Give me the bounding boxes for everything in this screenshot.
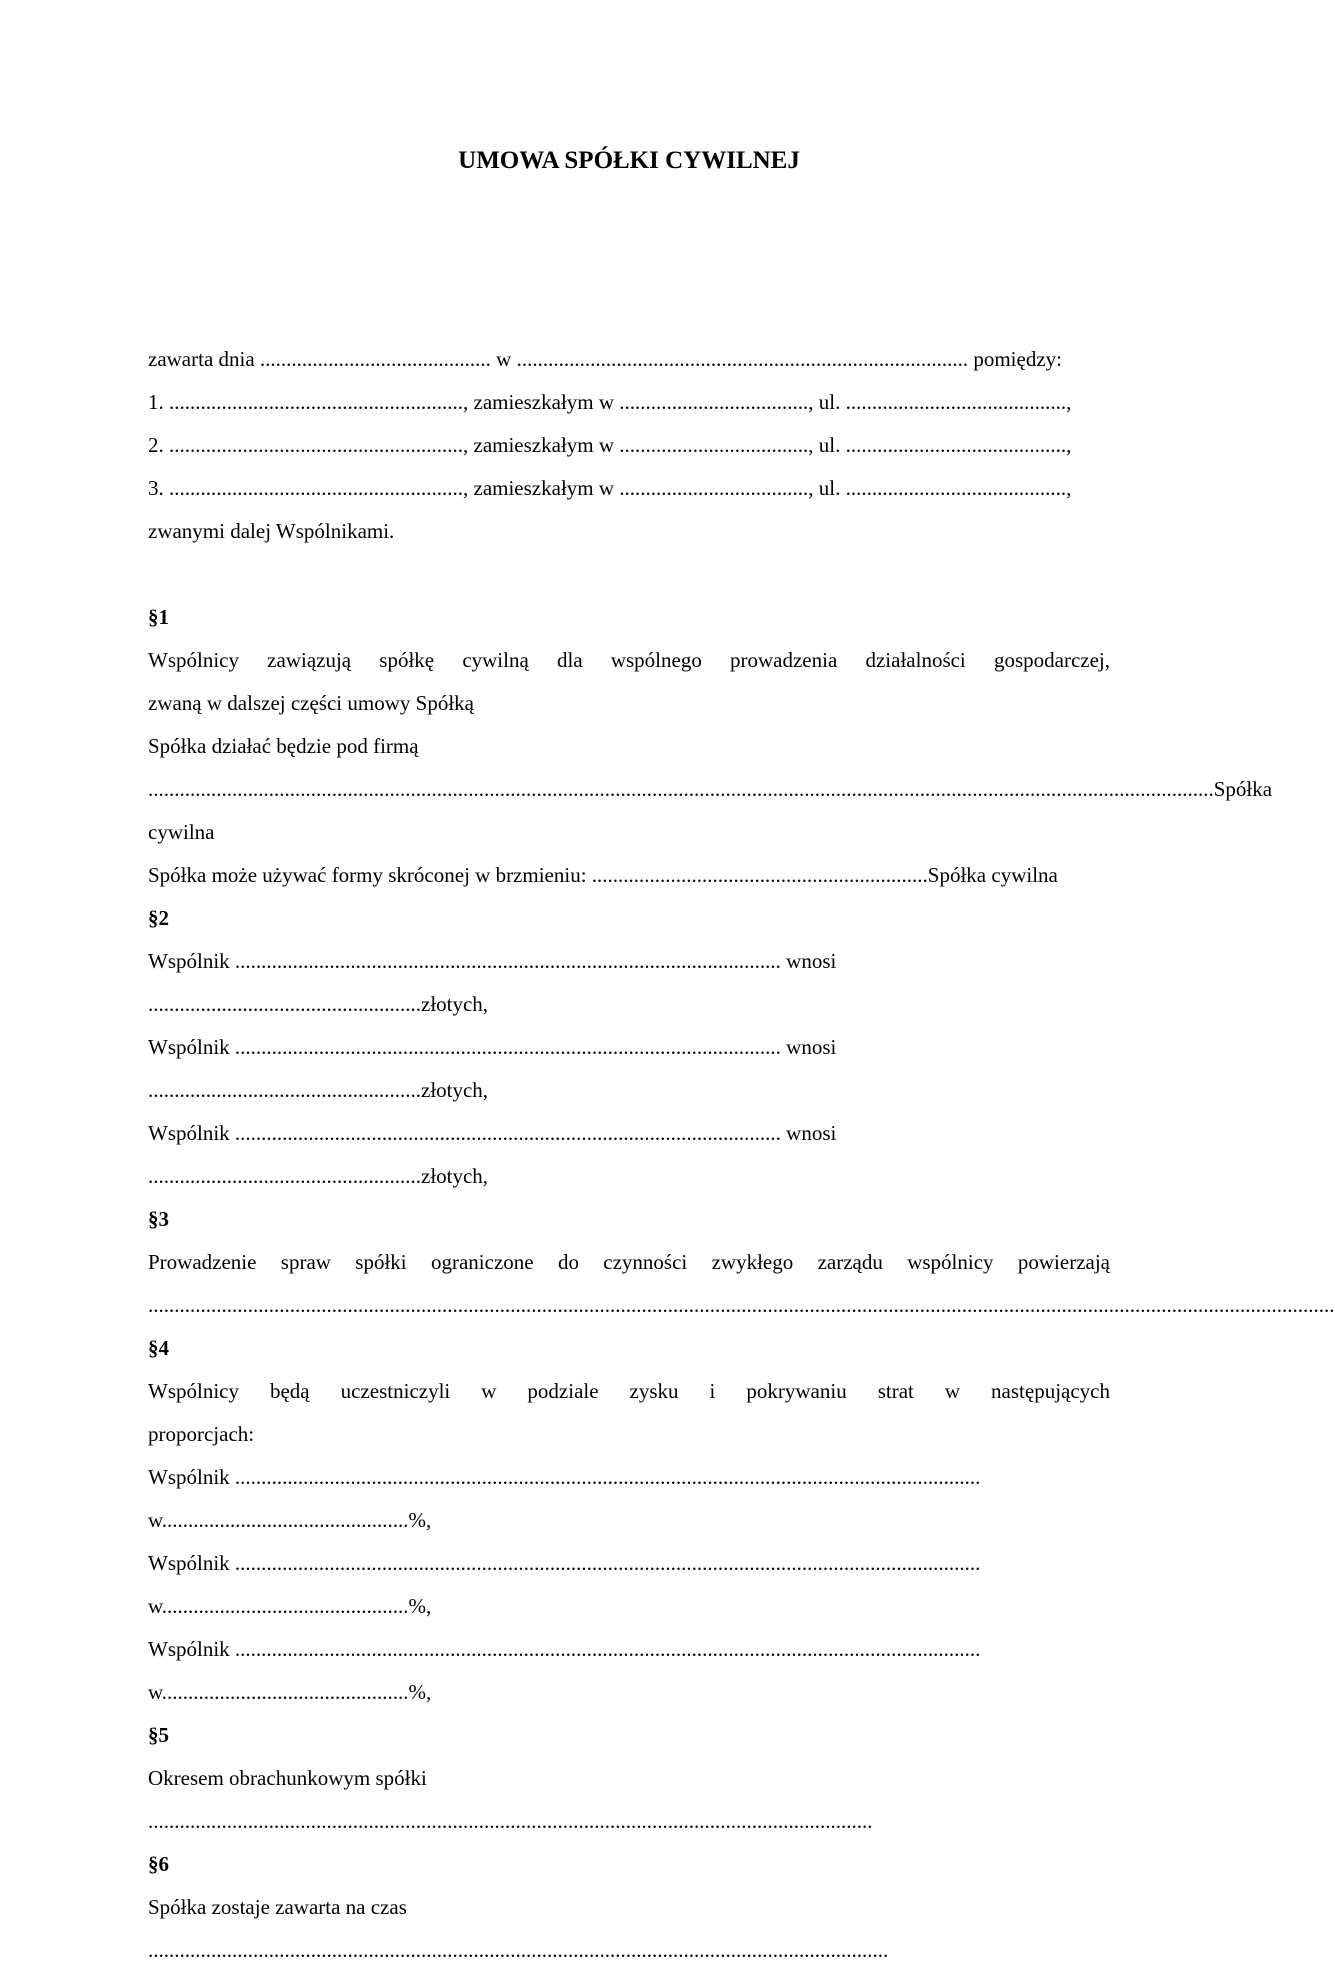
section-3: [148, 1198, 1335, 1327]
section-2-partner-line-2: Wspólnik ........................................................................................................ wnosi ....................................................złotych,: [148, 1035, 837, 1102]
section-4-partner-line-1: Wspólnik .............................................................................................................................................. w...............................................%,: [148, 1465, 981, 1532]
document-title: UMOWA SPÓŁKI CYWILNEJ: [458, 147, 800, 174]
preamble-closing-line: zwanymi dalej Wspólnikami.: [148, 519, 395, 543]
section-3-line-1: Prowadzenie spraw spółki ograniczone do czynności zwykłego zarządu wspólnicy powierzają: [148, 1250, 1110, 1274]
preamble: [148, 338, 1110, 553]
section-2: [148, 897, 1110, 1198]
section-4: [148, 1327, 1110, 1714]
section-4-partner-line-2: Wspólnik .............................................................................................................................................. w...............................................%,: [148, 1551, 981, 1618]
section-2-partner-line-1: Wspólnik ........................................................................................................ wnosi ....................................................złotych,: [148, 949, 837, 1016]
document-content: [148, 0, 1335, 1972]
party-line-3: 3. ........................................................, zamieszkałym w ...................................., ul. ..........................................,: [148, 476, 1072, 500]
section-1-line-5: Spółka może używać formy skróconej w brzmieniu: ................................................................Spółka cywilna: [148, 863, 1058, 887]
spacer: [148, 553, 1110, 596]
section-6-header: §6: [148, 1852, 169, 1876]
party-line-1: 1. ........................................................, zamieszkałym w ...................................., ul. ..........................................,: [148, 390, 1072, 414]
section-1-header: §1: [148, 605, 169, 629]
section-5: [148, 1714, 1110, 1843]
section-1-line-1: Wspólnicy zawiązują spółkę cywilną dla wspólnego prowadzenia działalności gospodarczej,: [148, 648, 1110, 672]
section-1-line-4: ...........................................................................................................................................................................................................Spółka cywilna: [148, 777, 1273, 844]
section-2-partner-line-3: Wspólnik ........................................................................................................ wnosi ....................................................złotych,: [148, 1121, 837, 1188]
section-5-line-1: Okresem obrachunkowym spółki ..........................................................................................................................................: [148, 1766, 873, 1833]
section-6-line-1: Spółka zostaje zawarta na czas .............................................................................................................................................: [148, 1895, 889, 1962]
preamble-opening-line: zawarta dnia ............................................ w ...................................................................................... pomiędzy:: [148, 347, 1062, 371]
section-5-header: §5: [148, 1723, 169, 1747]
section-3-header: §3: [148, 1207, 169, 1231]
section-4-line-1: Wspólnicy będą uczestniczyli w podziale zysku i pokrywaniu strat w następujących: [148, 1379, 1110, 1403]
section-2-header: §2: [148, 906, 169, 930]
section-4-partner-line-3: Wspólnik .............................................................................................................................................. w...............................................%,: [148, 1637, 981, 1704]
section-3-dotted-line: ..................................................................................................................................................................................................................................: [148, 1293, 1335, 1317]
section-6: [148, 1843, 1110, 1972]
section-4-header: §4: [148, 1336, 169, 1360]
party-line-2: 2. ........................................................, zamieszkałym w ...................................., ul. ..........................................,: [148, 433, 1072, 457]
section-4-line-2: proporcjach:: [148, 1422, 255, 1446]
section-1-line-3: Spółka działać będzie pod firmą: [148, 734, 419, 758]
section-1: [148, 596, 1273, 897]
section-1-line-2: zwaną w dalszej części umowy Spółką: [148, 691, 474, 715]
